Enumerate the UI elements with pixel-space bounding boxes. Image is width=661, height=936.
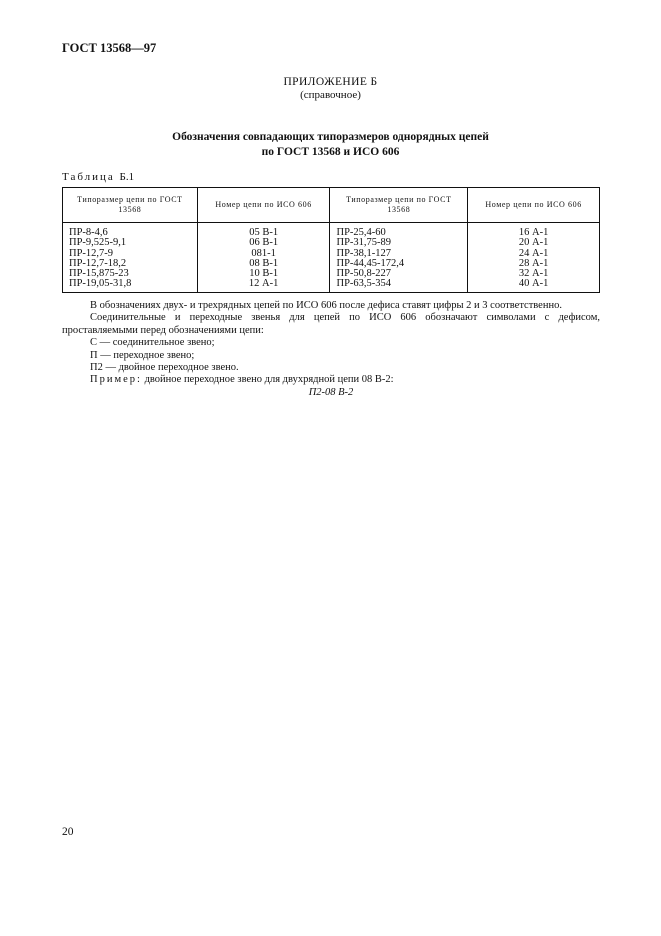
- table-cell: 10 В-1: [197, 269, 330, 279]
- table-cell: 12 А-1: [197, 279, 330, 292]
- heading-line-1: Обозначения совпадающих типоразмеров однорядных цепей: [172, 131, 489, 143]
- document-id: ГОСТ 13568—97: [62, 41, 157, 55]
- list-item-connecting-link: С — соединительное звено;: [90, 337, 215, 349]
- example-label: Пример:: [90, 374, 142, 386]
- header-gost-size: Типоразмер цепи по ГОСТ 13568: [330, 188, 468, 223]
- example-paragraph: [62, 374, 600, 386]
- table-cell: 16 А-1: [468, 223, 600, 239]
- table-cell: ПР-12,7-18,2: [63, 259, 198, 269]
- example-formula: П2-08 В-2: [308, 386, 354, 398]
- table-header-row: [63, 188, 600, 223]
- table-caption: [62, 171, 134, 183]
- list-item-offset-link: П — переходное звено;: [90, 349, 195, 361]
- table-cell: ПР-44,45-172,4: [330, 259, 468, 269]
- header-iso-number: Номер цепи по ИСО 606: [197, 188, 330, 223]
- table-cell: 40 А-1: [468, 279, 600, 292]
- table-cell: 06 В-1: [197, 238, 330, 248]
- paragraph-multi-row: В обозначениях двух- и трехрядных цепей по ИСО 606 после дефиса ставят цифры 2 и 3 соответственно.: [90, 300, 562, 311]
- table-cell: 08 В-1: [197, 259, 330, 269]
- table-cell: ПР-38,1-127: [330, 249, 468, 259]
- table-cell: ПР-15,875-23: [63, 269, 198, 279]
- appendix-title: ПРИЛОЖЕНИЕ Б: [283, 76, 378, 88]
- appendix-subtitle: (справочное): [300, 89, 361, 101]
- heading-line-2: по ГОСТ 13568 и ИСО 606: [261, 146, 400, 158]
- table-cell: ПР-19,05-31,8: [63, 279, 198, 292]
- table-cell: ПР-9,525-9,1: [63, 238, 198, 248]
- table-row: [63, 223, 600, 239]
- example-text: двойное переходное звено для двухрядной цепи 08 В-2:: [141, 374, 394, 386]
- page-number: 20: [62, 826, 74, 838]
- table-cell: ПР-50,8-227: [330, 269, 468, 279]
- table-cell: ПР-12,7-9: [63, 249, 198, 259]
- header-gost-size: Типоразмер цепи по ГОСТ 13568: [63, 188, 198, 223]
- table-cell: 24 А-1: [468, 249, 600, 259]
- header-iso-number: Номер цепи по ИСО 606: [468, 188, 600, 223]
- table-caption-number: Б.1: [119, 171, 135, 183]
- table-cell: 081-1: [197, 249, 330, 259]
- table-cell: 28 А-1: [468, 259, 600, 269]
- table-cell: ПР-25,4-60: [330, 223, 468, 239]
- list-item-double-offset-link: П2 — двойное переходное звено.: [90, 362, 239, 374]
- table-caption-label: Таблица: [62, 171, 115, 183]
- table-cell: 20 А-1: [468, 238, 600, 248]
- table-cell: ПР-8-4,6: [63, 223, 198, 239]
- section-heading: [0, 130, 661, 160]
- table-row: [63, 279, 600, 292]
- paragraph-links: Соединительные и переходные звенья для цепей по ИСО 606 обозначают символами с дефисом, проставляемыми перед обозначениями цепи:: [62, 312, 600, 336]
- table-cell: 32 А-1: [468, 269, 600, 279]
- table-cell: 05 В-1: [197, 223, 330, 239]
- table-cell: ПР-31,75-89: [330, 238, 468, 248]
- body-text: [62, 300, 600, 399]
- chain-designation-table: [62, 187, 600, 293]
- table-cell: ПР-63,5-354: [330, 279, 468, 292]
